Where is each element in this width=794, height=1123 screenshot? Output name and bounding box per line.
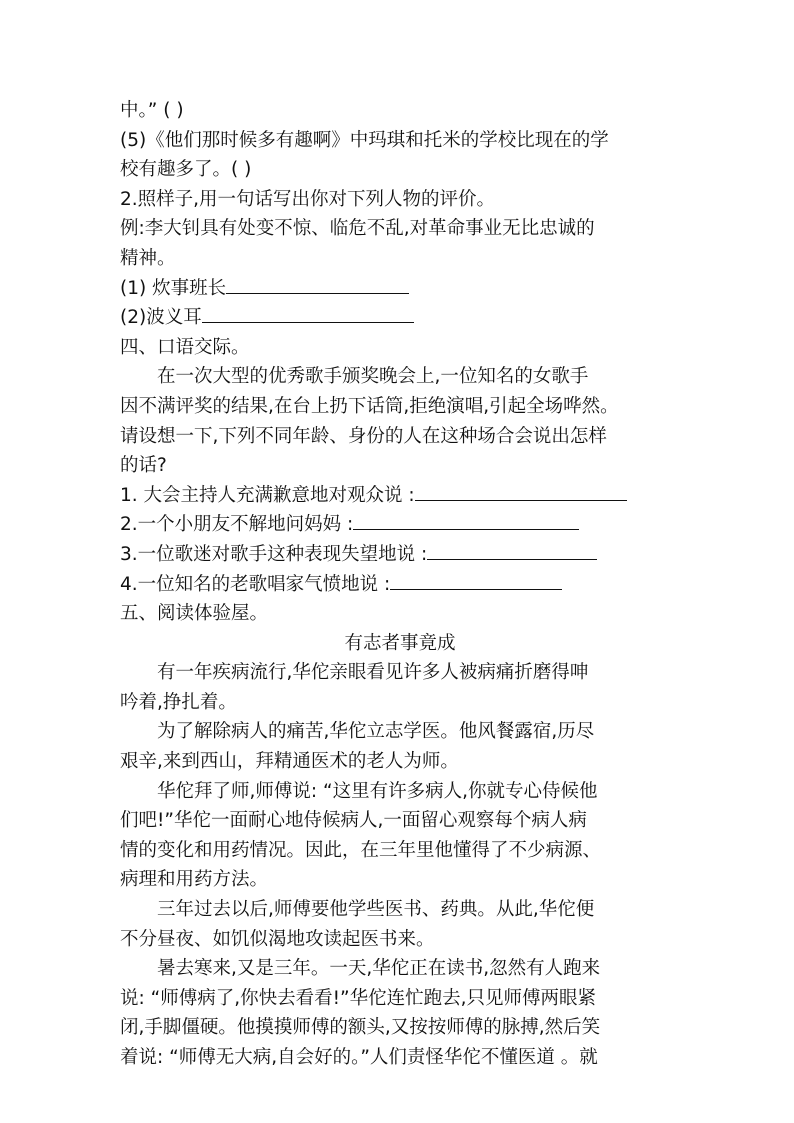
text-line: 中。” ( ) (120, 100, 184, 121)
fill-label: 3.一位歌迷对歌手这种表现失望地说 : (120, 543, 428, 565)
answer-blank[interactable] (390, 571, 562, 590)
fill-label: (2)波义耳 (120, 307, 202, 329)
article-line: 华佗拜了师,师傅说: “这里有许多病人,你就专心侍候他 (157, 780, 598, 802)
fill-item-host (120, 481, 680, 511)
answer-blank[interactable] (415, 482, 627, 501)
question-5-line: (5)《他们那时候多有趣啊》中玛琪和托米的学校比现在的学 (120, 129, 609, 151)
example-line: 例:李大钊具有处变不惊、临危不乱,对革命事业无比忠诚的 (120, 218, 595, 240)
answer-blank[interactable] (202, 304, 414, 323)
article-line: 不分昼夜、如饥似渴地攻读起医书来。 (120, 928, 435, 950)
text-line: 精神。 (120, 247, 176, 269)
article-line: 情的变化和用药情况。因此，在三年里他懂得了不少病源、 (120, 839, 602, 861)
section-5-heading: 五、阅读体验屋。 (120, 603, 269, 625)
paragraph-line: 因不满评奖的结果,在台上扔下话筒,拒绝演唱,引起全场哗然。 (120, 395, 619, 417)
answer-blank[interactable] (353, 511, 579, 530)
fill-item-child (120, 510, 680, 540)
article-line: 三年过去以后,师傅要他学些医书、药典。从此,华佗便 (157, 899, 595, 921)
article-line: 有一年疾病流行,华佗亲眼看见许多人被病痛折磨得呻 (157, 662, 589, 684)
article-line: 病理和用药方法。 (120, 869, 269, 891)
fill-item-boyle (120, 303, 680, 333)
article-line: 说: “师傅病了,你快去看看!”华佗连忙跑去,只见师傅两眼紧 (120, 987, 596, 1009)
fill-label: 4.一位知名的老歌唱家气愤地说 : (120, 573, 391, 595)
answer-blank[interactable] (226, 275, 409, 294)
article-line: 闭,手脚僵硬。他摸摸师傅的额头,又按按师傅的脉搏,然后笑 (120, 1017, 601, 1039)
text-line: 校有趣多了。( ) (120, 159, 252, 181)
section-2-heading: 2.照样子,用一句话写出你对下列人物的评价。 (120, 188, 496, 210)
fill-label: 1. 大会主持人充满歉意地对观众说 : (120, 484, 415, 506)
paragraph-line: 在一次大型的优秀歌手颁奖晚会上,一位知名的女歌手 (157, 366, 589, 388)
article-title: 有志者事竟成 (344, 632, 456, 654)
fill-item-cook (120, 274, 680, 304)
section-4-heading: 四、口语交际。 (120, 336, 250, 358)
fill-item-fan (120, 540, 680, 570)
paragraph-line: 的话? (120, 455, 167, 477)
article-line: 艰辛,来到西山，拜精通医术的老人为师。 (120, 751, 459, 773)
article-line: 吟着,挣扎着。 (120, 691, 237, 713)
answer-blank[interactable] (427, 541, 597, 560)
article-line: 们吧!”华佗一面耐心地侍候病人,一面留心观察每个病人病 (120, 810, 587, 832)
article-line: 为了解除病人的痛苦,华佗立志学医。他风餐露宿,历尽 (157, 721, 595, 743)
paragraph-line: 请设想一下,下列不同年龄、身份的人在这种场合会说出怎样 (120, 425, 607, 447)
fill-label: (1) 炊事班长 (120, 277, 227, 299)
document-body (120, 96, 680, 1073)
article-line: 暑去寒来,又是三年。一天,华佗正在读书,忽然有人跑来 (157, 958, 601, 980)
fill-item-singer (120, 570, 680, 600)
fill-label: 2.一个小朋友不解地问妈妈 : (120, 514, 354, 536)
article-line: 着说: “师傅无大病,自会好的。”人们责怪华佗不懂医道 。就 (120, 1047, 598, 1068)
